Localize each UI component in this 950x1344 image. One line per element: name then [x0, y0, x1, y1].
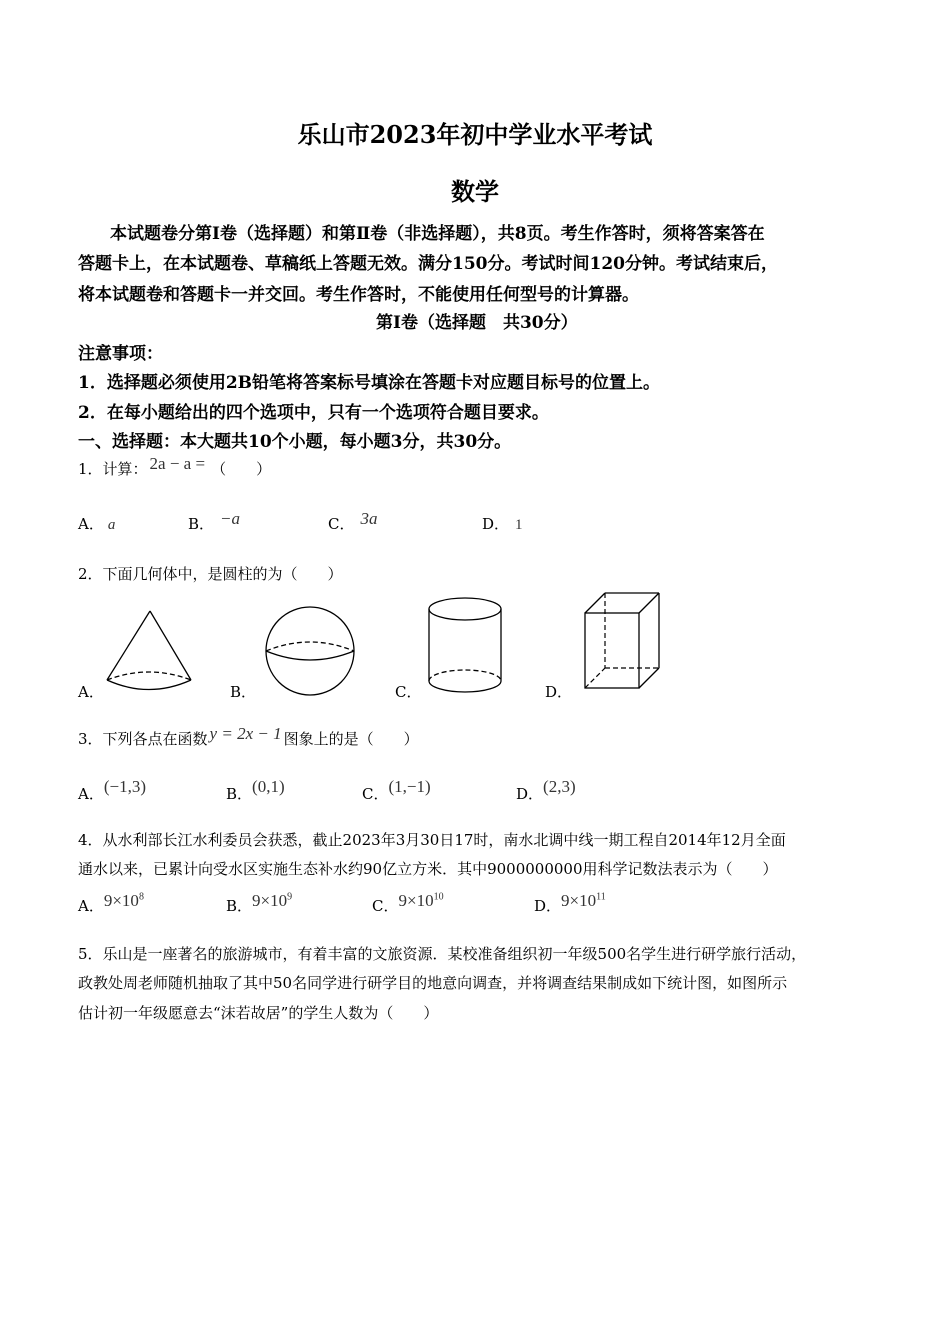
option-label: C．	[372, 897, 399, 915]
option-label: C．	[362, 785, 389, 803]
q2-option-a[interactable]: A．	[78, 683, 104, 701]
q1-option-c[interactable]	[328, 509, 378, 534]
q2-option-d[interactable]: D．	[545, 683, 573, 701]
option-label: D．	[534, 897, 562, 915]
option-value	[398, 891, 443, 910]
option-exponent: 11	[596, 891, 606, 903]
q5-line-3: 估计初一年级愿意去“沫若故居”的学生人数为（ ）	[78, 1004, 439, 1022]
q4-line-1: 4．从水利部长江水利委员会获悉，截止2023年3月30日17时，南水北调中线一期工程自2014年12月全面	[78, 831, 786, 849]
option-base: 9×10	[561, 891, 597, 910]
q3-option-d[interactable]	[516, 777, 576, 804]
option-value	[252, 891, 292, 910]
option-label: B．	[226, 785, 253, 803]
q3-option-a[interactable]	[78, 777, 147, 804]
q1-stem	[78, 454, 272, 479]
q5-line-1: 5．乐山是一座著名的旅游城市，有着丰富的文旅资源．某校准备组织初一年级500名学生进行研学旅行活动，	[78, 945, 807, 963]
q2-option-b[interactable]: B．	[230, 683, 257, 701]
cylinder-figure	[425, 596, 505, 694]
option-value	[561, 891, 606, 910]
option-label: B．	[226, 897, 253, 915]
exam-title: 乐山市2023年初中学业水平考试	[297, 120, 653, 149]
cone-figure	[100, 608, 200, 693]
option-exponent: 10	[433, 891, 444, 903]
subject-title: 数学	[451, 177, 499, 206]
notes-heading: 注意事项：	[78, 344, 163, 364]
part1-heading: 第Ⅰ卷（选择题 共30分）	[376, 313, 578, 333]
option-base: 9×10	[398, 891, 434, 910]
q4-option-b[interactable]	[226, 891, 293, 916]
q1-option-a[interactable]	[78, 513, 115, 534]
q3-option-b[interactable]	[226, 777, 285, 804]
option-label: D．	[482, 515, 510, 533]
option-value: 3a	[360, 509, 378, 528]
q1-expression: 2a − a =	[149, 454, 206, 473]
option-value: (0,1)	[252, 777, 285, 796]
option-label: C．	[328, 515, 355, 533]
q3-option-c[interactable]	[362, 777, 431, 804]
option-value: a	[107, 517, 116, 533]
option-value: (2,3)	[543, 777, 576, 796]
q3-prefix: 3．下列各点在函数	[78, 730, 208, 748]
notes-item-2: 2．在每小题给出的四个选项中，只有一个选项符合题目要求。	[78, 403, 549, 423]
q3-suffix: 图象上的是（ ）	[283, 730, 419, 748]
q1-suffix: （ ）	[211, 460, 272, 478]
q3-stem	[78, 724, 419, 749]
q4-option-a[interactable]	[78, 891, 144, 916]
q2-stem: 2．下面几何体中，是圆柱的为（ ）	[78, 565, 343, 583]
intro-line-3: 将本试题卷和答题卡一并交回。考生作答时，不能使用任何型号的计算器。	[78, 285, 639, 305]
q1-prefix: 1．计算：	[78, 460, 148, 478]
option-base: 9×10	[103, 891, 139, 910]
option-value: 1	[515, 517, 523, 533]
option-label: A．	[78, 785, 104, 803]
cuboid-figure	[582, 590, 664, 692]
q1-option-b[interactable]	[188, 509, 241, 534]
sphere-figure	[264, 605, 358, 697]
option-value	[104, 891, 144, 910]
option-label: A．	[78, 897, 104, 915]
intro-line-1: 本试题卷分第Ⅰ卷（选择题）和第Ⅱ卷（非选择题），共8页。考生作答时，须将答案答在	[110, 224, 765, 244]
section1-heading: 一、选择题：本大题共10个小题，每小题3分，共30分。	[78, 432, 512, 452]
intro-line-2: 答题卡上，在本试题卷、草稿纸上答题无效。满分150分。考试时间120分钟。考试结束后，	[78, 254, 778, 274]
option-value: (1,−1)	[388, 777, 431, 796]
q4-option-d[interactable]	[534, 891, 606, 916]
option-label: A．	[78, 515, 104, 533]
option-base: 9×10	[252, 891, 288, 910]
q3-expression: y = 2x − 1	[209, 724, 282, 743]
q1-option-d[interactable]	[482, 513, 523, 534]
option-exponent: 8	[138, 891, 144, 903]
option-label: B．	[188, 515, 215, 533]
notes-item-1: 1．选择题必须使用2B铅笔将答案标号填涂在答题卡对应题目标号的位置上。	[78, 373, 661, 393]
option-value: −a	[220, 509, 241, 528]
option-exponent: 9	[287, 891, 293, 903]
q5-line-2: 政教处周老师随机抽取了其中50名同学进行研学目的地意向调查，并将调查结果制成如下统计图，如图所示	[78, 974, 788, 992]
q4-line-2: 通水以来，已累计向受水区实施生态补水约90亿立方米．其中9000000000用科学记数法表示为（ ）	[78, 860, 778, 878]
option-value: (−1,3)	[103, 777, 147, 796]
q4-option-c[interactable]	[372, 891, 444, 916]
q2-option-c[interactable]: C．	[395, 683, 422, 701]
option-label: D．	[516, 785, 544, 803]
